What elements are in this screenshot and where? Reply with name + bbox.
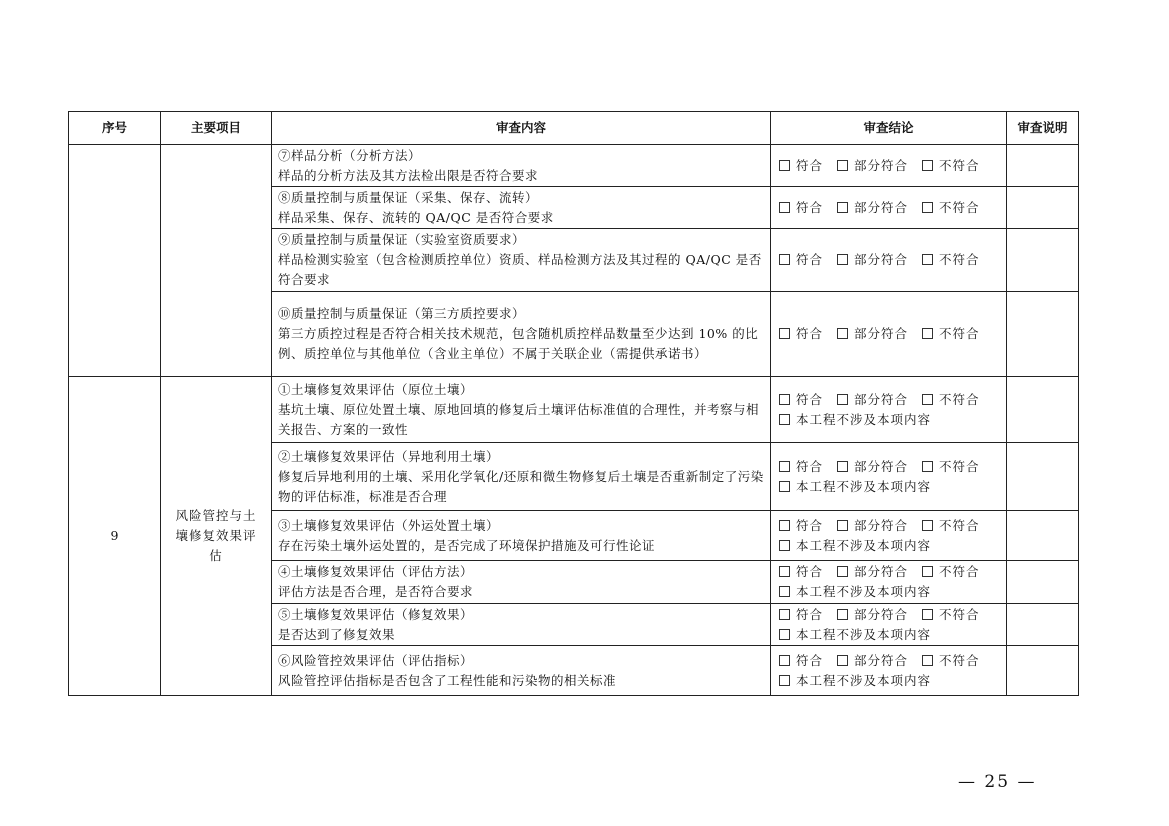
- review-content-cell: [272, 443, 771, 511]
- item-description: 修复后异地利用的土壤、采用化学氧化/还原和微生物修复后土壤是否重新制定了污染物的评估标准，标准是否合理: [278, 468, 764, 504]
- option-na[interactable]: 本工程不涉及本项内容: [779, 584, 931, 599]
- option-comply[interactable]: 符合: [779, 607, 823, 622]
- checkbox-icon[interactable]: [779, 586, 790, 597]
- item-description: 风险管控评估指标是否包含了工程性能和污染物的相关标准: [278, 672, 617, 688]
- conclusion-cell: [771, 604, 1007, 646]
- option-comply[interactable]: 符合: [779, 392, 823, 407]
- item-title: ⑧质量控制与质量保证（采集、保存、流转）: [278, 189, 539, 205]
- option-noncomply[interactable]: 不符合: [922, 459, 980, 474]
- checkbox-icon[interactable]: [922, 394, 933, 405]
- review-content-cell: [272, 377, 771, 443]
- conclusion-cell: [771, 511, 1007, 561]
- option-na[interactable]: 本工程不涉及本项内容: [779, 538, 931, 553]
- option-partial[interactable]: 部分符合: [837, 653, 908, 668]
- notes-cell[interactable]: [1007, 443, 1079, 511]
- header-content: 审查内容: [272, 112, 771, 145]
- option-noncomply[interactable]: 不符合: [922, 200, 980, 215]
- review-content-cell: [272, 561, 771, 604]
- option-partial[interactable]: 部分符合: [837, 158, 908, 173]
- checkbox-icon[interactable]: [779, 520, 790, 531]
- checkbox-icon[interactable]: [779, 609, 790, 620]
- checkbox-icon[interactable]: [779, 461, 790, 472]
- item-description: 样品采集、保存、流转的 QA/QC 是否符合要求: [278, 209, 554, 225]
- item-title: ①土壤修复效果评估（原位土壤）: [278, 381, 474, 397]
- checkbox-icon[interactable]: [922, 609, 933, 620]
- checkbox-icon[interactable]: [837, 328, 848, 339]
- review-content-cell: [272, 511, 771, 561]
- conclusion-cell: [771, 187, 1007, 229]
- checkbox-icon[interactable]: [922, 202, 933, 213]
- header-project: 主要项目: [161, 112, 272, 145]
- item-title: ⑦样品分析（分析方法）: [278, 147, 422, 163]
- checkbox-icon[interactable]: [837, 609, 848, 620]
- header-conclusion: 审查结论: [771, 112, 1007, 145]
- option-noncomply[interactable]: 不符合: [922, 252, 980, 267]
- checkbox-icon[interactable]: [922, 254, 933, 265]
- checkbox-icon[interactable]: [779, 655, 790, 666]
- checkbox-icon[interactable]: [837, 202, 848, 213]
- option-comply[interactable]: 符合: [779, 326, 823, 341]
- option-noncomply[interactable]: 不符合: [922, 326, 980, 341]
- header-notes: 审查说明: [1007, 112, 1079, 145]
- checkbox-icon[interactable]: [779, 481, 790, 492]
- option-partial[interactable]: 部分符合: [837, 607, 908, 622]
- page-number: — 25 —: [958, 772, 1037, 792]
- item-title: ③土壤修复效果评估（外运处置土壤）: [278, 517, 500, 533]
- conclusion-cell: [771, 443, 1007, 511]
- option-comply[interactable]: 符合: [779, 564, 823, 579]
- checkbox-icon[interactable]: [779, 202, 790, 213]
- review-content-cell: [272, 646, 771, 696]
- checkbox-icon[interactable]: [779, 540, 790, 551]
- review-content-cell: [272, 187, 771, 229]
- notes-cell[interactable]: [1007, 604, 1079, 646]
- table-header-row: [69, 112, 1079, 145]
- option-na[interactable]: 本工程不涉及本项内容: [779, 627, 931, 642]
- checkbox-icon[interactable]: [837, 461, 848, 472]
- option-na[interactable]: 本工程不涉及本项内容: [779, 673, 931, 688]
- option-partial[interactable]: 部分符合: [837, 200, 908, 215]
- option-partial[interactable]: 部分符合: [837, 459, 908, 474]
- checkbox-icon[interactable]: [922, 520, 933, 531]
- checkbox-icon[interactable]: [779, 675, 790, 686]
- option-noncomply[interactable]: 不符合: [922, 158, 980, 173]
- notes-cell[interactable]: [1007, 511, 1079, 561]
- notes-cell[interactable]: [1007, 229, 1079, 292]
- notes-cell[interactable]: [1007, 145, 1079, 187]
- option-comply[interactable]: 符合: [779, 653, 823, 668]
- header-number: 序号: [69, 112, 161, 145]
- option-partial[interactable]: 部分符合: [837, 564, 908, 579]
- review-content-cell: [272, 229, 771, 292]
- item-title: ⑨质量控制与质量保证（实验室资质要求）: [278, 232, 526, 247]
- option-partial[interactable]: 部分符合: [837, 326, 908, 341]
- checkbox-icon[interactable]: [779, 566, 790, 577]
- option-na[interactable]: 本工程不涉及本项内容: [779, 412, 931, 427]
- item-title: ⑩质量控制与质量保证（第三方质控要求）: [278, 306, 526, 321]
- option-na[interactable]: 本工程不涉及本项内容: [779, 479, 931, 494]
- item-description: 第三方质控过程是否符合相关技术规范，包含随机质控样品数量至少达到 10% 的比例、质控单位与其他单位（含业主单位）不属于关联企业（需提供承诺书）: [278, 326, 759, 361]
- conclusion-cell: [771, 646, 1007, 696]
- item-description: 是否达到了修复效果: [278, 626, 396, 642]
- item-title: ②土壤修复效果评估（异地利用土壤）: [278, 448, 500, 464]
- option-comply[interactable]: 符合: [779, 252, 823, 267]
- option-comply[interactable]: 符合: [779, 459, 823, 474]
- checkbox-icon[interactable]: [837, 566, 848, 577]
- notes-cell[interactable]: [1007, 187, 1079, 229]
- review-table: [68, 111, 1079, 696]
- checkbox-icon[interactable]: [837, 254, 848, 265]
- option-noncomply[interactable]: 不符合: [922, 607, 980, 622]
- item-description: 评估方法是否合理，是否符合要求: [278, 584, 474, 599]
- option-partial[interactable]: 部分符合: [837, 518, 908, 533]
- option-comply[interactable]: 符合: [779, 158, 823, 173]
- checkbox-icon[interactable]: [837, 160, 848, 171]
- item-title: ⑥风险管控效果评估（评估指标）: [278, 652, 474, 668]
- checkbox-icon[interactable]: [837, 394, 848, 405]
- checkbox-icon[interactable]: [779, 394, 790, 405]
- option-partial[interactable]: 部分符合: [837, 392, 908, 407]
- checkbox-icon[interactable]: [922, 566, 933, 577]
- checkbox-icon[interactable]: [922, 655, 933, 666]
- notes-cell[interactable]: [1007, 646, 1079, 696]
- checkbox-icon[interactable]: [779, 328, 790, 339]
- checkbox-icon[interactable]: [922, 461, 933, 472]
- option-comply[interactable]: 符合: [779, 200, 823, 215]
- checkbox-icon[interactable]: [779, 254, 790, 265]
- review-content-cell: [272, 604, 771, 646]
- conclusion-cell: [771, 292, 1007, 377]
- checkbox-icon[interactable]: [779, 629, 790, 640]
- conclusion-cell: [771, 229, 1007, 292]
- conclusion-cell: [771, 377, 1007, 443]
- conclusion-cell: [771, 561, 1007, 604]
- number-cell: [69, 145, 161, 377]
- item-description: 样品的分析方法及其方法检出限是否符合要求: [278, 167, 539, 183]
- table-row: [69, 145, 1079, 187]
- option-noncomply[interactable]: 不符合: [922, 392, 980, 407]
- notes-cell[interactable]: [1007, 292, 1079, 377]
- checkbox-icon[interactable]: [837, 655, 848, 666]
- table-row: [69, 377, 1079, 443]
- item-description: 基坑土壤、原位处置土壤、原地回填的修复后土壤评估标准值的合理性，并考察与相关报告、方案的一致性: [278, 401, 760, 437]
- option-noncomply[interactable]: 不符合: [922, 518, 980, 533]
- notes-cell[interactable]: [1007, 377, 1079, 443]
- option-comply[interactable]: 符合: [779, 518, 823, 533]
- option-noncomply[interactable]: 不符合: [922, 653, 980, 668]
- checkbox-icon[interactable]: [922, 160, 933, 171]
- option-noncomply[interactable]: 不符合: [922, 564, 980, 579]
- checkbox-icon[interactable]: [779, 414, 790, 425]
- checkbox-icon[interactable]: [779, 160, 790, 171]
- item-title: ⑤土壤修复效果评估（修复效果）: [278, 606, 474, 622]
- item-description: 存在污染土壤外运处置的，是否完成了环境保护措施及可行性论证: [278, 537, 656, 553]
- checkbox-icon[interactable]: [837, 520, 848, 531]
- review-content-cell: [272, 292, 771, 377]
- number-cell: 9: [69, 377, 161, 696]
- notes-cell[interactable]: [1007, 561, 1079, 604]
- item-description: 样品检测实验室（包含检测质控单位）资质、样品检测方法及其过程的 QA/QC 是否符合要求: [278, 252, 762, 287]
- item-title: ④土壤修复效果评估（评估方法）: [278, 564, 474, 579]
- project-cell: 风险管控与土壤修复效果评估: [161, 377, 272, 696]
- review-content-cell: [272, 145, 771, 187]
- option-partial[interactable]: 部分符合: [837, 252, 908, 267]
- project-cell: [161, 145, 272, 377]
- checkbox-icon[interactable]: [922, 328, 933, 339]
- conclusion-cell: [771, 145, 1007, 187]
